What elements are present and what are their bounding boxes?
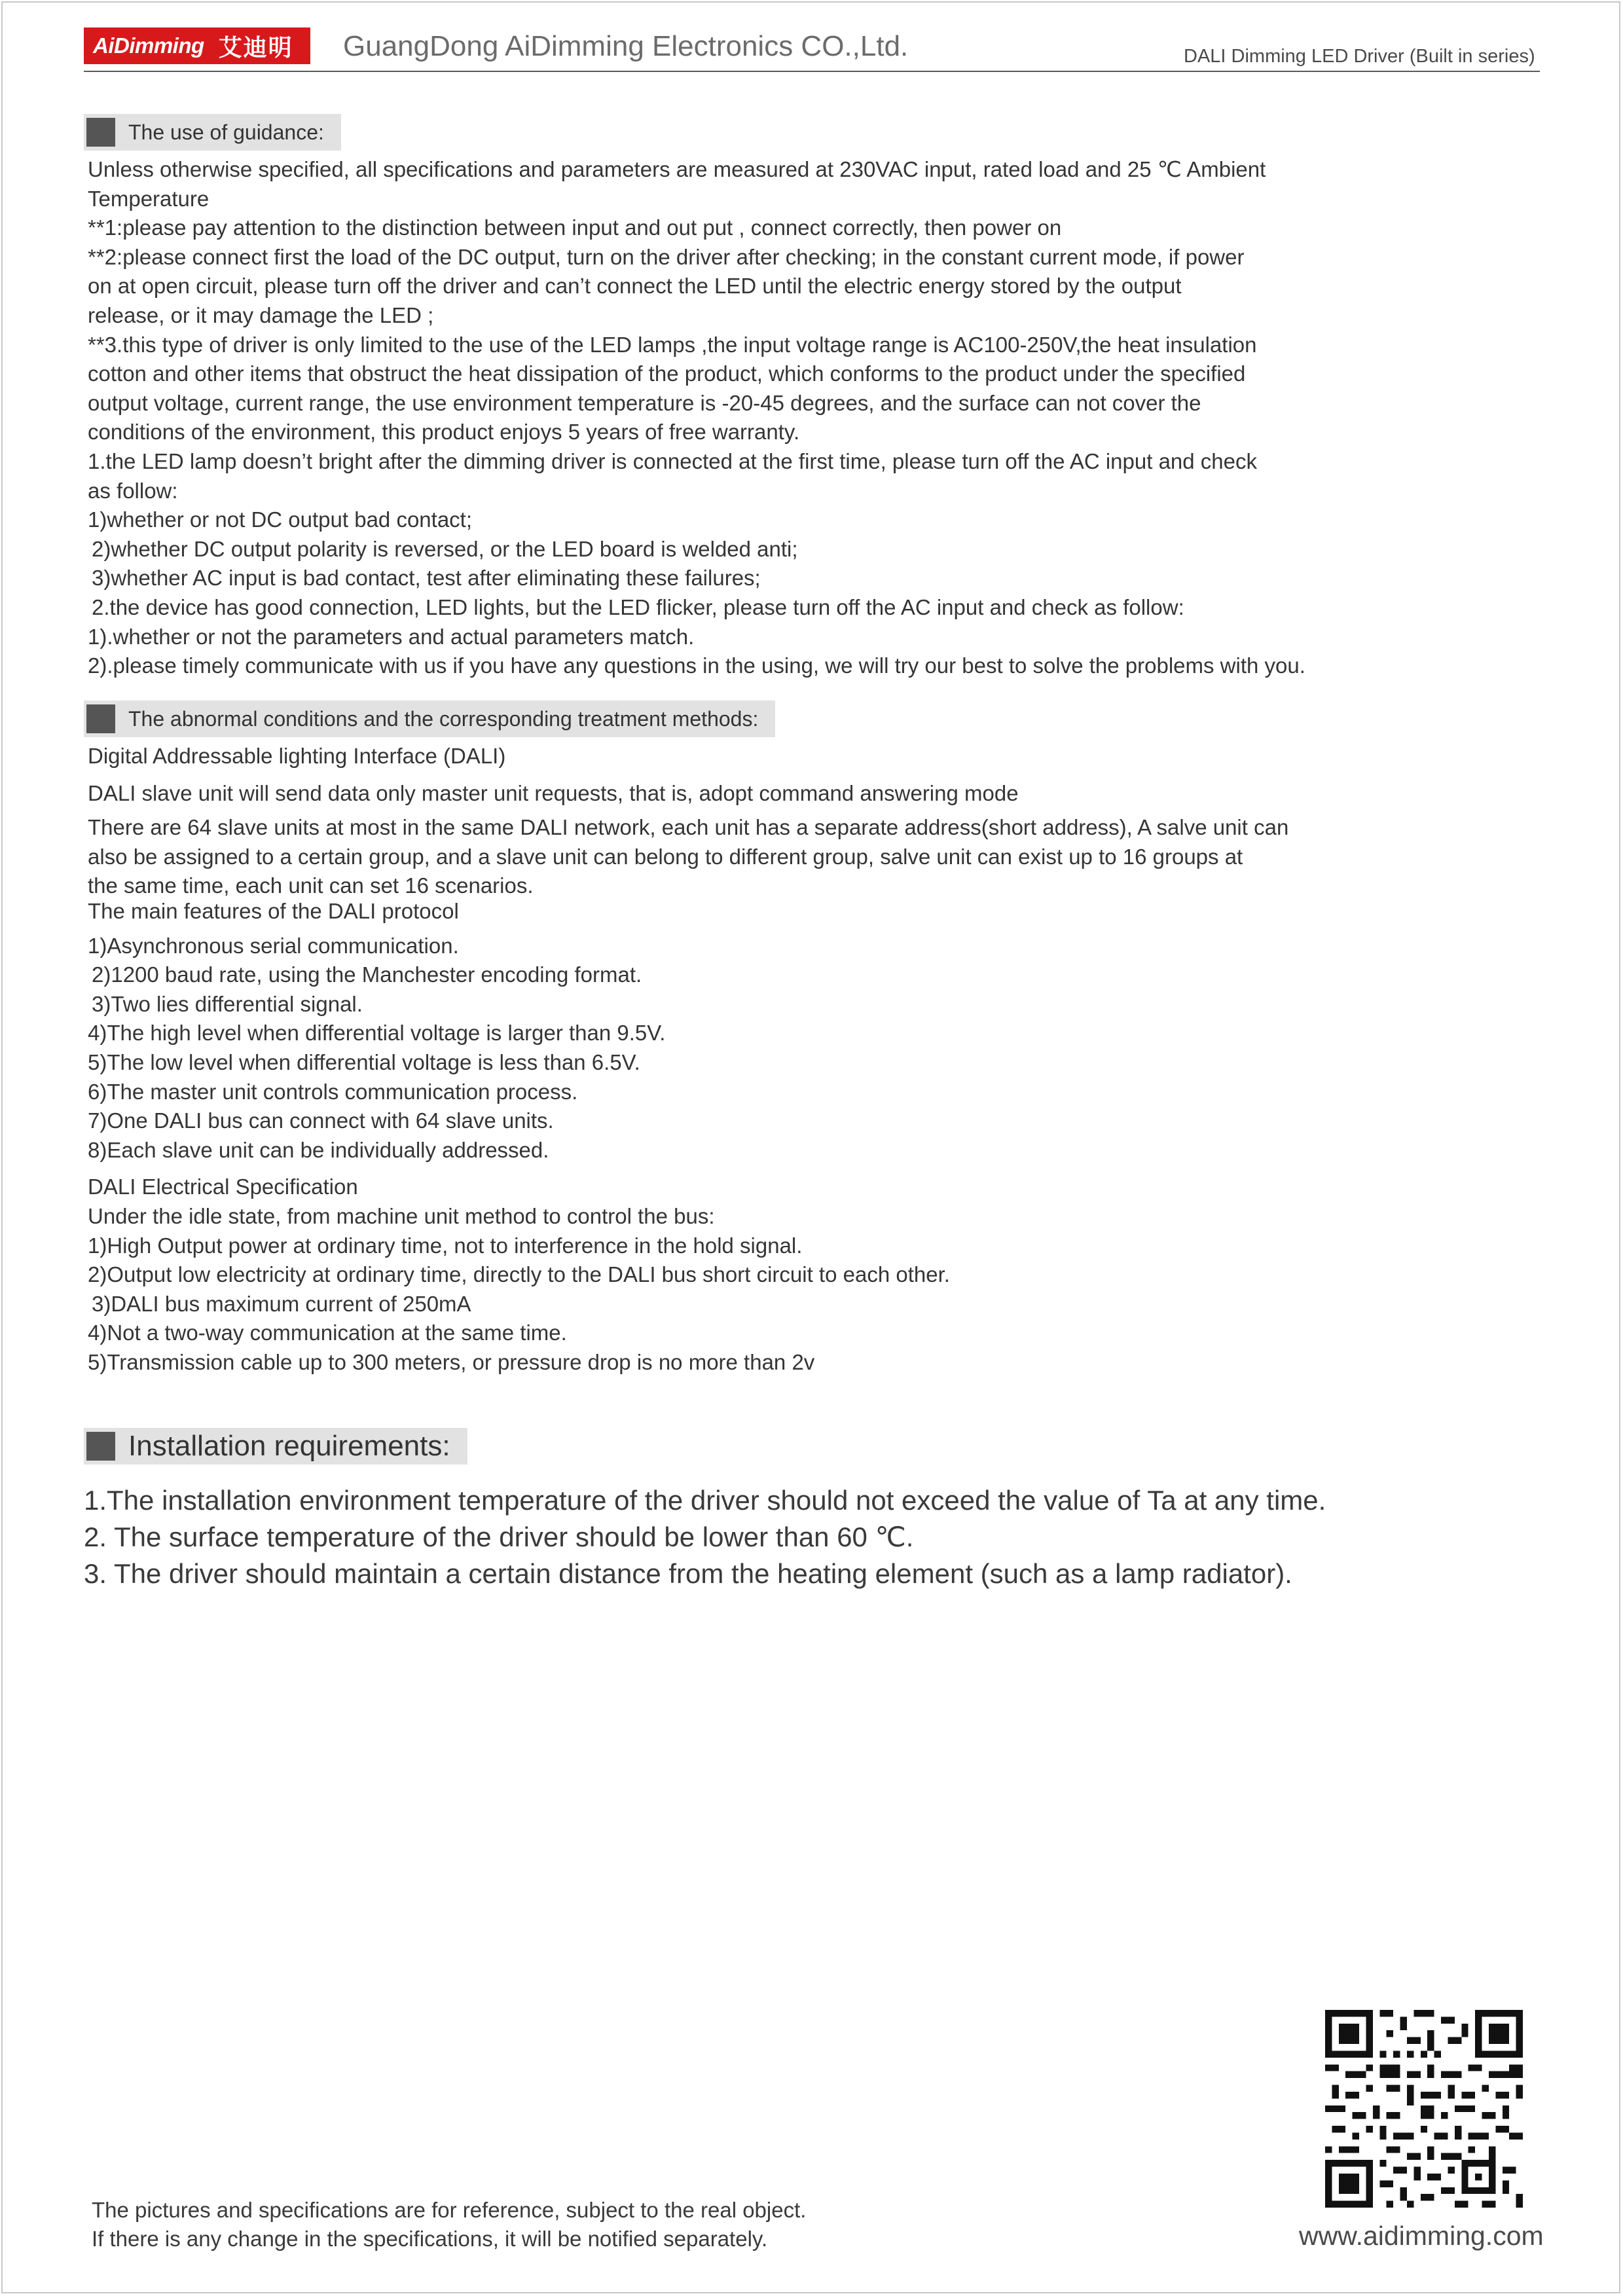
logo-text-en: AiDimming <box>93 33 204 58</box>
text-line: 8)Each slave unit can be individually addressed. <box>88 1137 549 1162</box>
text-line: 1).whether or not the parameters and actual parameters match. <box>88 624 695 649</box>
text-line: 1)High Output power at ordinary time, not to interference in the hold signal. <box>88 1233 803 1258</box>
text-line: also be assigned to a certain group, and a slave unit can belong to different group, salve unit can exist up to 16 groups at <box>88 844 1243 869</box>
text-line: release, or it may damage the LED ; <box>88 302 434 327</box>
header-divider <box>84 71 1540 72</box>
section-heading-installation <box>84 1428 467 1465</box>
text-line: 1)Asynchronous serial communication. <box>88 933 459 958</box>
text-line: the same time, each unit can set 16 scenarios. <box>88 873 534 898</box>
text-line: **2:please connect first the load of the DC output, turn on the driver after checking; in the constant current mode, if power <box>88 244 1245 269</box>
product-title: DALI Dimming LED Driver (Built in series) <box>1184 46 1535 67</box>
company-name: GuangDong AiDimming Electronics CO.,Ltd. <box>343 30 909 62</box>
footer-line: The pictures and specifications are for reference, subject to the real object. <box>92 2198 807 2222</box>
text-line: Temperature <box>88 186 210 211</box>
text-line: Digital Addressable lighting Interface (DALI) <box>88 744 506 768</box>
text-line: 3)whether AC input is bad contact, test after eliminating these failures; <box>92 566 761 591</box>
text-line: 2)whether DC output polarity is reversed, or the LED board is welded anti; <box>92 536 798 561</box>
dali-text <box>88 742 1548 1377</box>
section-title: The abnormal conditions and the corresponding treatment methods: <box>128 706 759 731</box>
text-line: on at open circuit, please turn off the driver and can’t connect the LED until the electric energy stored by the output <box>88 274 1182 299</box>
text-line: 7)One DALI bus can connect with 64 slave units. <box>88 1108 554 1133</box>
text-line: There are 64 slave units at most in the same DALI network, each unit has a separate address(short address), A salve unit can <box>88 815 1289 840</box>
text-line: 2).please timely communicate with us if you have any questions in the using, we will try our best to solve the problems with you. <box>88 653 1305 678</box>
section-title: Installation requirements: <box>128 1430 450 1462</box>
text-line: 3)DALI bus maximum current of 250mA <box>92 1291 471 1316</box>
text-line: 1.The installation environment temperature of the driver should not exceed the value of Ta at any time. <box>84 1485 1326 1516</box>
text-line: conditions of the environment, this product enjoys 5 years of free warranty. <box>88 420 800 445</box>
text-line: 1)whether or not DC output bad contact; <box>88 507 473 532</box>
guidance-text <box>88 155 1548 681</box>
text-line: cotton and other items that obstruct the heat dissipation of the product, which conforms to the product under the specified <box>88 361 1246 386</box>
text-line: The main features of the DALI protocol <box>88 898 459 923</box>
text-line: **3.this type of driver is only limited to the use of the LED lamps ,the input voltage range is AC100-250V,the heat insulation <box>88 332 1257 357</box>
website-link[interactable]: www.aidimming.com <box>1299 2221 1544 2251</box>
text-line: Unless otherwise specified, all specifications and parameters are measured at 230VAC input, rated load and 25 ℃ Ambient <box>88 157 1266 181</box>
text-line: output voltage, current range, the use environment temperature is -20-45 degrees, and the surface can not cover the <box>88 390 1201 415</box>
text-line: 5)Transmission cable up to 300 meters, or pressure drop is no more than 2v <box>88 1349 815 1374</box>
text-line: DALI slave unit will send data only master unit requests, that is, adopt command answering mode <box>88 780 1019 805</box>
footer-note <box>92 2196 806 2253</box>
text-line: DALI Electrical Specification <box>88 1175 358 1199</box>
text-line: 2. The surface temperature of the driver should be lower than 60 ℃. <box>84 1522 914 1552</box>
text-line: **1:please pay attention to the distinction between input and out put , connect correctly, then power on <box>88 215 1062 240</box>
section-heading-abnormal <box>84 701 775 737</box>
heading-marker-icon <box>86 704 115 733</box>
footer-line: If there is any change in the specifications, it will be notified separately. <box>92 2227 768 2251</box>
qr-code-image <box>1325 2010 1523 2208</box>
text-line: 2.the device has good connection, LED lights, but the LED flicker, please turn off the AC input and check as follow: <box>92 594 1184 619</box>
heading-marker-icon <box>86 118 115 147</box>
text-line: 3)Two lies differential signal. <box>92 991 363 1016</box>
company-logo <box>84 27 310 64</box>
section-title: The use of guidance: <box>128 120 324 144</box>
installation-text <box>84 1482 1550 1592</box>
text-line: Under the idle state, from machine unit method to control the bus: <box>88 1203 715 1228</box>
text-line: 3. The driver should maintain a certain distance from the heating element (such as a lamp radiator). <box>84 1558 1292 1589</box>
section-heading-guidance <box>84 114 341 151</box>
text-line: 2)Output low electricity at ordinary time, directly to the DALI bus short circuit to each other. <box>88 1262 950 1287</box>
text-line: 1.the LED lamp doesn’t bright after the dimming driver is connected at the first time, please turn off the AC input and check <box>88 448 1258 473</box>
text-line: 4)The high level when differential voltage is larger than 9.5V. <box>88 1021 666 1046</box>
text-line: as follow: <box>88 478 178 503</box>
text-line: 2)1200 baud rate, using the Manchester encoding format. <box>92 962 642 987</box>
logo-text-cn: 艾迪明 <box>218 33 293 61</box>
text-line: 6)The master unit controls communication process. <box>88 1079 578 1104</box>
text-line: 5)The low level when differential voltage is less than 6.5V. <box>88 1049 640 1074</box>
text-line: 4)Not a two-way communication at the same time. <box>88 1321 567 1345</box>
heading-marker-icon <box>86 1432 115 1461</box>
